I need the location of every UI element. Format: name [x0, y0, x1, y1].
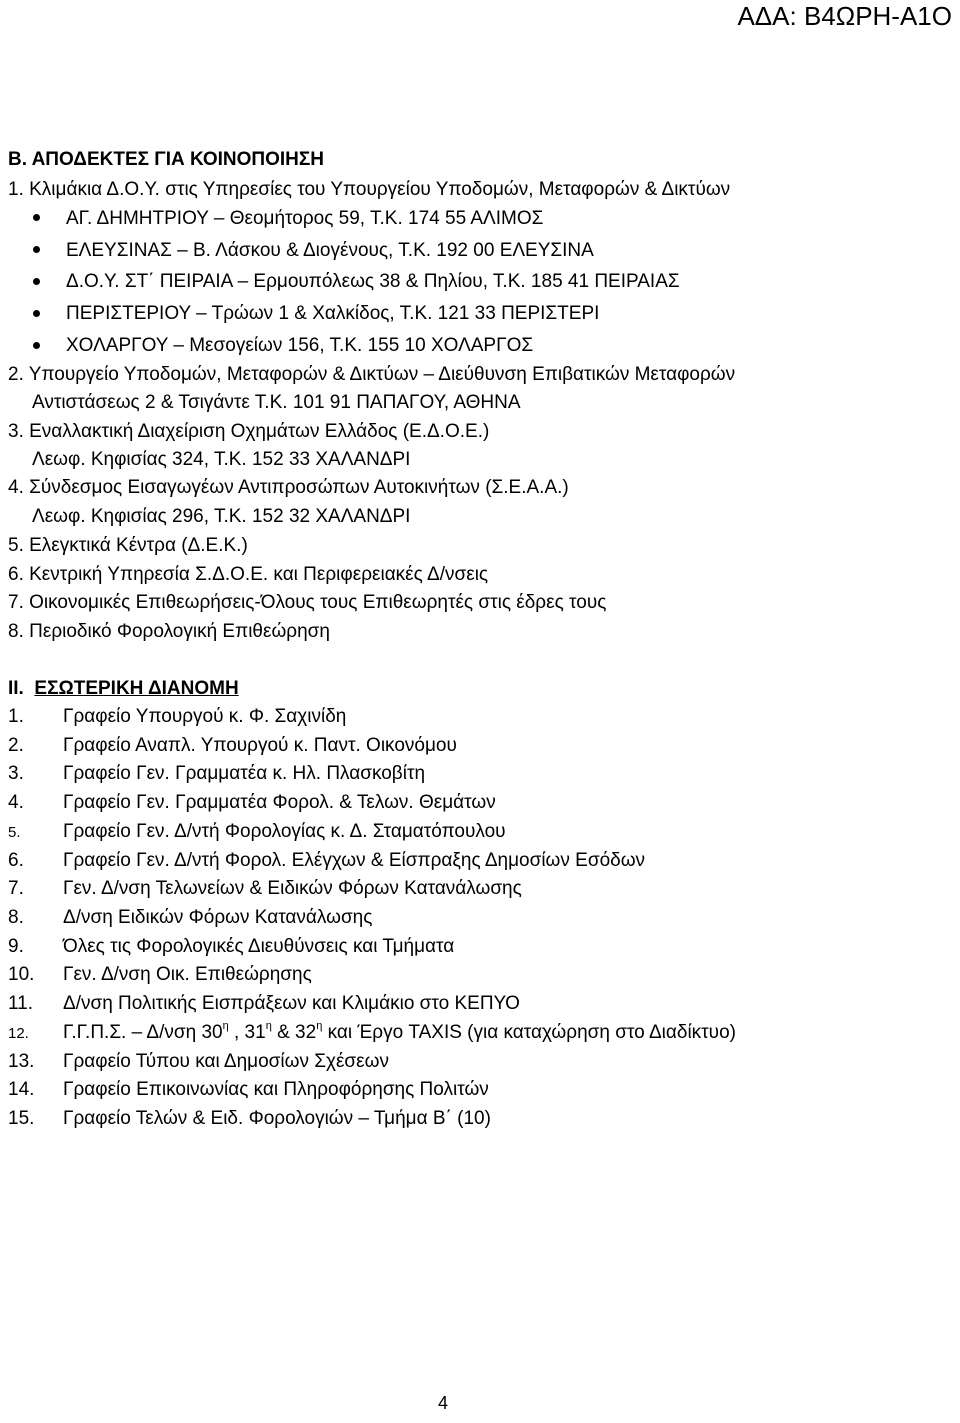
list-item-number: 13. — [8, 1051, 35, 1072]
recipient-item-4-line1: 4. Σύνδεσμος Εισαγωγέων Αντιπροσώπων Αυτοκινήτων (Σ.Ε.Α.Α.) — [8, 477, 569, 498]
list-item-number: 11. — [8, 993, 34, 1014]
list-item-text — [63, 1021, 736, 1045]
recipient-item-1: 1. Κλιμάκια Δ.Ο.Υ. στις Υπηρεσίες του Υπουργείου Υποδομών, Μεταφορών & Δικτύων — [8, 179, 731, 200]
recipient-item-2-line2: Αντιστάσεως 2 & Τσιγάντε Τ.Κ. 101 91 ΠΑΠΑΓΟΥ, ΑΘΗΝΑ — [32, 392, 521, 413]
list-item-text: Γραφείο Αναπλ. Υπουργού κ. Παντ. Οικονόμου — [63, 735, 457, 756]
bullet-item-4: ΠΕΡΙΣΤΕΡΙΟΥ – Τρώων 1 & Χαλκίδος, Τ.Κ. 121 33 ΠΕΡΙΣΤΕΡΙ — [66, 303, 600, 324]
list-item-text: Δ/νση Ειδικών Φόρων Κατανάλωσης — [63, 907, 373, 928]
list-item-number: 5. — [8, 824, 21, 841]
list-item-text: Γεν. Δ/νση Τελωνείων & Ειδικών Φόρων Κατανάλωσης — [63, 878, 522, 899]
superscript: η — [316, 1019, 323, 1032]
list-item-text: Γραφείο Γεν. Δ/ντή Φορολ. Ελέγχων & Είσπραξης Δημοσίων Εσόδων — [63, 850, 646, 871]
list-item-number: 3. — [8, 763, 24, 784]
list-item-text: Γραφείο Επικοινωνίας και Πληροφόρησης Πολιτών — [63, 1079, 489, 1100]
list-item-number: 8. — [8, 907, 24, 928]
list-item-text: Γεν. Δ/νση Οικ. Επιθεώρησης — [63, 964, 312, 985]
list-item-text: Γραφείο Υπουργού κ. Φ. Σαχινίδη — [63, 706, 347, 727]
page-number: 4 — [438, 1393, 449, 1413]
superscript: η — [265, 1019, 272, 1032]
text-fragment: , 31 — [228, 1022, 266, 1043]
section-ii-heading — [8, 677, 239, 701]
bullet-dot-icon — [33, 310, 40, 317]
text-fragment: & 32 — [271, 1022, 317, 1043]
recipient-item-3-line2: Λεωφ. Κηφισίας 324, Τ.Κ. 152 33 ΧΑΛΑΝΔΡΙ — [32, 449, 411, 470]
list-item-text: Γραφείο Τύπου και Δημοσίων Σχέσεων — [63, 1051, 389, 1072]
list-item-text: Γραφείο Γεν. Γραμματέα Φορολ. & Τελων. Θεμάτων — [63, 792, 496, 813]
recipient-item-4-line2: Λεωφ. Κηφισίας 296, Τ.Κ. 152 32 ΧΑΛΑΝΔΡΙ — [32, 506, 411, 527]
list-item-number: 12. — [8, 1025, 29, 1042]
bullet-item-3: Δ.Ο.Υ. ΣΤ΄ ΠΕΙΡΑΙΑ – Ερμουπόλεως 38 & Πηλίου, Τ.Κ. 185 41 ΠΕΙΡΑΙΑΣ — [66, 271, 680, 292]
recipient-item-2-line1: 2. Υπουργείο Υποδομών, Μεταφορών & Δικτύων – Διεύθυνση Επιβατικών Μεταφορών — [8, 364, 736, 385]
list-item-number: 15. — [8, 1108, 35, 1129]
list-item-number: 4. — [8, 792, 24, 813]
list-item-number: 10. — [8, 964, 35, 985]
recipient-item-6: 6. Κεντρική Υπηρεσία Σ.Δ.Ο.Ε. και Περιφερειακές Δ/νσεις — [8, 564, 489, 585]
list-item-text: Όλες τις Φορολογικές Διευθύνσεις και Τμήματα — [63, 936, 455, 957]
section-ii-prefix: ΙΙ. — [8, 678, 24, 699]
list-item-number: 14. — [8, 1079, 35, 1100]
bullet-dot-icon — [33, 278, 40, 285]
bullet-dot-icon — [33, 342, 40, 349]
list-item-text: Γραφείο Γεν. Δ/ντή Φορολογίας κ. Δ. Σταματόπουλου — [63, 821, 506, 842]
bullet-dot-icon — [33, 214, 40, 221]
section-ii-title: ΕΣΩΤΕΡΙΚΗ ΔΙΑΝΟΜΗ — [34, 678, 239, 699]
recipient-item-7: 7. Οικονομικές Επιθεωρήσεις-Όλους τους Επιθεωρητές στις έδρες τους — [8, 592, 607, 613]
text-fragment: και Έργο TAXIS (για καταχώρηση στο Διαδίκτυο) — [322, 1022, 736, 1043]
list-item-text: Γραφείο Τελών & Ειδ. Φορολογιών – Τμήμα Β΄ (10) — [63, 1108, 491, 1129]
recipient-item-8: 8. Περιοδικό Φορολογική Επιθεώρηση — [8, 621, 330, 642]
section-b-title: Β. ΑΠΟΔΕΚΤΕΣ ΓΙΑ ΚΟΙΝΟΠΟΙΗΣΗ — [8, 149, 325, 170]
superscript: η — [222, 1019, 229, 1032]
list-item-number: 6. — [8, 850, 24, 871]
list-item-number: 7. — [8, 878, 24, 899]
list-item-text: Γραφείο Γεν. Γραμματέα κ. Ηλ. Πλασκοβίτη — [63, 763, 426, 784]
ada-code-header: ΑΔΑ: Β4ΩΡΗ-Α1Ο — [737, 1, 952, 31]
recipient-item-3-line1: 3. Εναλλακτική Διαχείριση Οχημάτων Ελλάδος (Ε.Δ.Ο.Ε.) — [8, 421, 490, 442]
bullet-item-5: ΧΟΛΑΡΓΟΥ – Μεσογείων 156, Τ.Κ. 155 10 ΧΟΛΑΡΓΟΣ — [66, 335, 534, 356]
bullet-item-1: ΑΓ. ΔΗΜΗΤΡΙΟΥ – Θεομήτορος 59, Τ.Κ. 174 55 ΑΛΙΜΟΣ — [66, 208, 544, 229]
list-item-number: 1. — [8, 706, 24, 727]
list-item-number: 2. — [8, 735, 24, 756]
bullet-item-2: ΕΛΕΥΣΙΝΑΣ – Β. Λάσκου & Διογένους, Τ.Κ. 192 00 ΕΛΕΥΣΙΝΑ — [66, 240, 594, 261]
bullet-dot-icon — [33, 246, 40, 253]
recipient-item-5: 5. Ελεγκτικά Κέντρα (Δ.Ε.Κ.) — [8, 535, 248, 556]
list-item-number: 9. — [8, 936, 24, 957]
list-item-text: Δ/νση Πολιτικής Εισπράξεων και Κλιμάκιο στο ΚΕΠΥΟ — [63, 993, 520, 1014]
text-fragment: Γ.Γ.Π.Σ. – Δ/νση 30 — [63, 1022, 223, 1043]
